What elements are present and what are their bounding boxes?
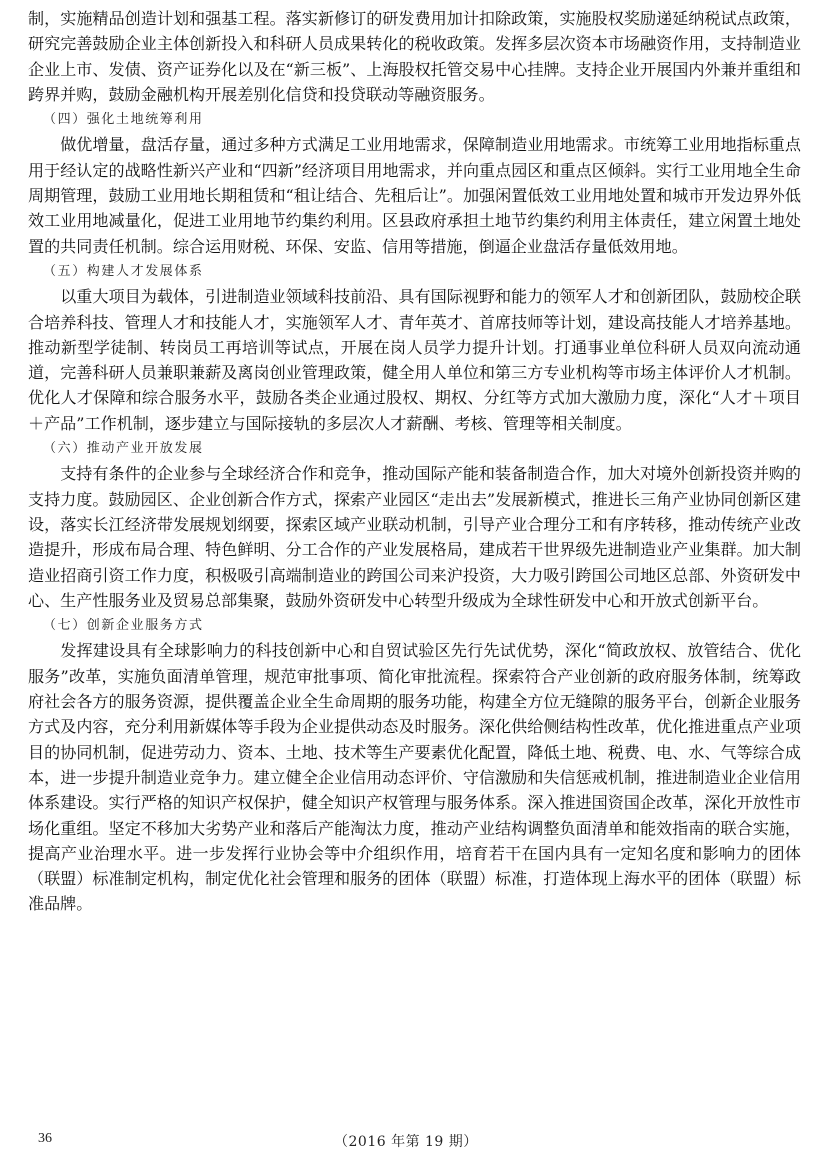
paragraph-land-use: 做优增量，盘活存量，通过多种方式满足工业用地需求，保障制造业用地需求。市统筹工业用地指标重点用于经认定的战略性新兴产业和“四新”经济项目用地需求，并向重点园区和重点区倾斜。实行工业用地全生命周期管理，鼓励工业用地长期租赁和“租让结合、先租后让”。加强闲置低效工业用地处置和城市开发边界外低效工业用地减量化，促进工业用地节约集约利用。区县政府承担土地节约集约利用主体责任，建立闲置土地处置的共同责任机制。综合运用财税、环保、安监、信用等措施，倒逼企业盘活存量低效用地。 — [28, 135, 801, 256]
section-heading-talent: （五）构建人才发展体系 — [43, 263, 204, 279]
document-body — [28, 6, 801, 917]
paragraph-enterprise-services: 发挥建设具有全球影响力的科技创新中心和自贸试验区先行先试优势，深化“简政放权、放管结合、优化服务”改革，实施负面清单管理，规范审批事项、简化审批流程。探索符合产业创新的政府服务体制，统筹政府社会各方的服务资源，提供覆盖企业全生命周期的服务功能，构建全方位无缝隙的服务平台，创新企业服务方式及内容，充分利用新媒体等手段为企业提供动态及时服务。深化供给侧结构性改革，优化推进重点产业项目的协同机制，促进劳动力、资本、土地、技术等生产要素优化配置，降低土地、税费、电、水、气等综合成本，进一步提升制造业竞争力。建立健全企业信用动态评价、守信激励和失信惩戒机制，推进制造业企业信用体系建设。实行严格的知识产权保护，健全知识产权管理与服务体系。深入推进国资国企改革，深化开放性市场化重组。坚定不移加大劣势产业和落后产能淘汰力度，推动产业结构调整负面清单和能效指南的联合实施，提高产业治理水平。进一步发挥行业协会等中介组织作用，培育若干在国内具有一定知名度和影响力的团体（联盟）标准制定机构，制定优化社会管理和服务的团体（联盟）标准，打造体现上海水平的团体（联盟）标准品牌。 — [28, 641, 801, 914]
section-heading-land-use: （四）强化土地统筹利用 — [43, 112, 204, 128]
issue-label: （2016 年第 19 期） — [334, 1134, 478, 1150]
section-heading-opening-up: （六）推动产业开放发展 — [43, 441, 204, 457]
page-number: 36 — [38, 1131, 52, 1146]
paragraph-continuation: 制，实施精品创造计划和强基工程。落实新修订的研发费用加计扣除政策，实施股权奖励递延纳税试点政策，研究完善鼓励企业主体创新投入和科研人员成果转化的税收政策。发挥多层次资本市场融资作用，支持制造业企业上市、发债、资产证券化以及在“新三板”、上海股权托管交易中心挂牌。支持企业开展国内外兼并重组和跨界并购，鼓励金融机构开展差别化信贷和投贷联动等融资服务。 — [28, 9, 801, 104]
section-heading-enterprise-services: （七）创新企业服务方式 — [43, 618, 204, 634]
paragraph-talent: 以重大项目为载体，引进制造业领域科技前沿、具有国际视野和能力的领军人才和创新团队，鼓励校企联合培养科技、管理人才和技能人才，实施领军人才、青年英才、首席技师等计划，建设高技能人才培养基地。推动新型学徒制、转岗员工再培训等试点，开展在岗人员学力提升计划。打通事业单位科研人员双向流动通道，完善科研人员兼职兼薪及离岗创业管理政策，健全用人单位和第三方专业机构等市场主体评价人才机制。优化人才保障和综合服务水平，鼓励各类企业通过股权、期权、分红等方式加大激励力度，深化“人才＋项目＋产品”工作机制，逐步建立与国际接轨的多层次人才薪酬、考核、管理等相关制度。 — [28, 287, 801, 433]
paragraph-opening-up: 支持有条件的企业参与全球经济合作和竞争，推动国际产能和装备制造合作，加大对境外创新投资并购的支持力度。鼓励园区、企业创新合作方式，探索产业园区“走出去”发展新模式，推进长三角产业协同创新区建设，落实长江经济带发展规划纲要，探索区域产业联动机制，引导产业合理分工和有序转移，推动传统产业改造提升，形成布局合理、特色鲜明、分工合作的产业发展格局，建成若干世界级先进制造业产业集群。加大制造业招商引资工作力度，积极吸引高端制造业的跨国公司来沪投资，大力吸引跨国公司地区总部、外资研发中心、生产性服务业及贸易总部集聚，鼓励外资研发中心转型升级成为全球性研发中心和开放式创新平台。 — [28, 464, 801, 610]
